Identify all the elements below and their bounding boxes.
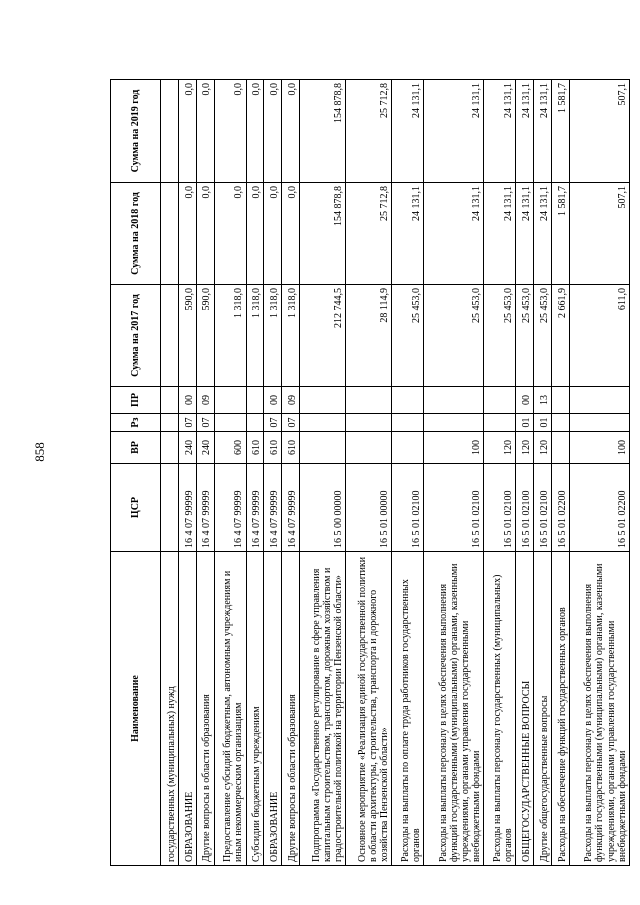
cell-csr	[161, 464, 179, 552]
cell-pr	[246, 387, 264, 414]
cell-sum-2018: 0,0	[264, 183, 282, 285]
cell-sum-2017: 25 453,0	[484, 285, 516, 387]
cell-sum-2018: 1 581,7	[551, 183, 569, 285]
cell-pr	[161, 387, 179, 414]
table-row	[392, 80, 424, 866]
cell-rz	[484, 414, 516, 432]
cell-csr: 16 4 07 99999	[214, 464, 246, 552]
cell-vr	[161, 432, 179, 464]
table-row	[178, 80, 196, 866]
cell-csr: 16 5 01 02100	[516, 464, 534, 552]
cell-sum-2018	[161, 183, 179, 285]
cell-csr: 16 4 07 99999	[282, 464, 300, 552]
cell-rz	[392, 414, 424, 432]
cell-sum-2019: 0,0	[214, 80, 246, 183]
table-row	[534, 80, 552, 866]
cell-rz	[161, 414, 179, 432]
cell-sum-2018: 0,0	[246, 183, 264, 285]
cell-csr: 16 4 07 99999	[246, 464, 264, 552]
cell-sum-2019: 24 131,1	[516, 80, 534, 183]
cell-sum-2017: 1 318,0	[246, 285, 264, 387]
cell-sum-2018: 0,0	[282, 183, 300, 285]
header-csr: ЦСР	[111, 464, 161, 552]
cell-sum-2017: 25 453,0	[392, 285, 424, 387]
cell-rz	[246, 414, 264, 432]
cell-pr	[424, 387, 484, 414]
cell-vr: 120	[516, 432, 534, 464]
cell-rz: 07	[196, 414, 214, 432]
cell-sum-2019: 0,0	[246, 80, 264, 183]
cell-sum-2017: 590,0	[178, 285, 196, 387]
cell-sum-2018: 0,0	[214, 183, 246, 285]
cell-rz: 01	[516, 414, 534, 432]
table-row	[569, 80, 629, 866]
table-row	[161, 80, 179, 866]
cell-vr: 610	[246, 432, 264, 464]
cell-vr: 100	[569, 432, 629, 464]
cell-sum-2017: 25 453,0	[534, 285, 552, 387]
cell-sum-2018: 24 131,1	[516, 183, 534, 285]
cell-sum-2018: 154 878,8	[300, 183, 346, 285]
header-pr: ПР	[111, 387, 161, 414]
cell-name: ОБЩЕГОСУДАРСТВЕННЫЕ ВОПРОСЫ	[516, 552, 534, 866]
cell-sum-2017: 25 453,0	[516, 285, 534, 387]
header-name: Наименование	[111, 552, 161, 866]
cell-sum-2018: 0,0	[196, 183, 214, 285]
cell-pr	[346, 387, 392, 414]
rotated-table-container	[110, 80, 630, 866]
table-row	[282, 80, 300, 866]
cell-sum-2019: 24 131,1	[484, 80, 516, 183]
table-row	[196, 80, 214, 866]
cell-rz	[569, 414, 629, 432]
budget-table	[110, 79, 630, 866]
cell-sum-2018: 24 131,1	[392, 183, 424, 285]
cell-sum-2017: 611,0	[569, 285, 629, 387]
cell-csr: 16 4 07 99999	[264, 464, 282, 552]
cell-sum-2017: 590,0	[196, 285, 214, 387]
cell-sum-2019: 0,0	[282, 80, 300, 183]
table-row	[346, 80, 392, 866]
cell-sum-2019: 1 581,7	[551, 80, 569, 183]
cell-sum-2017: 212 744,5	[300, 285, 346, 387]
cell-pr: 13	[534, 387, 552, 414]
cell-vr: 240	[196, 432, 214, 464]
cell-pr: 09	[282, 387, 300, 414]
cell-csr: 16 5 00 00000	[300, 464, 346, 552]
cell-name: ОБРАЗОВАНИЕ	[264, 552, 282, 866]
cell-name: Расходы на выплаты по оплате труда работников государственных органов	[392, 552, 424, 866]
cell-sum-2017: 28 114,9	[346, 285, 392, 387]
cell-csr: 16 4 07 99999	[178, 464, 196, 552]
cell-pr: 00	[516, 387, 534, 414]
cell-sum-2017: 1 318,0	[282, 285, 300, 387]
cell-sum-2017: 1 318,0	[214, 285, 246, 387]
cell-sum-2019: 0,0	[196, 80, 214, 183]
cell-csr: 16 5 01 02100	[534, 464, 552, 552]
cell-sum-2017: 2 661,9	[551, 285, 569, 387]
cell-rz	[300, 414, 346, 432]
cell-name: Предоставление субсидий бюджетным, автономным учреждениям и иным некоммерческим организациям	[214, 552, 246, 866]
cell-vr: 120	[484, 432, 516, 464]
table-row	[300, 80, 346, 866]
cell-sum-2019: 24 131,1	[392, 80, 424, 183]
table-row	[551, 80, 569, 866]
cell-rz	[214, 414, 246, 432]
cell-pr: 00	[264, 387, 282, 414]
cell-sum-2018: 24 131,1	[484, 183, 516, 285]
cell-csr: 16 5 01 02100	[392, 464, 424, 552]
cell-pr	[300, 387, 346, 414]
header-sum-2019: Сумма на 2019 год	[111, 80, 161, 183]
cell-sum-2018: 0,0	[178, 183, 196, 285]
cell-csr: 16 4 07 99999	[196, 464, 214, 552]
cell-sum-2018: 24 131,1	[424, 183, 484, 285]
cell-csr: 16 5 01 02200	[569, 464, 629, 552]
cell-rz: 01	[534, 414, 552, 432]
cell-sum-2019: 24 131,1	[424, 80, 484, 183]
cell-sum-2019: 507,1	[569, 80, 629, 183]
cell-sum-2019: 0,0	[264, 80, 282, 183]
cell-sum-2019: 0,0	[178, 80, 196, 183]
cell-name: Другие общегосударственные вопросы	[534, 552, 552, 866]
cell-pr	[569, 387, 629, 414]
header-sum-2018: Сумма на 2018 год	[111, 183, 161, 285]
cell-sum-2018: 24 131,1	[534, 183, 552, 285]
cell-name: Субсидии бюджетным учреждениям	[246, 552, 264, 866]
cell-csr: 16 5 01 00000	[346, 464, 392, 552]
cell-rz: 07	[178, 414, 196, 432]
cell-sum-2017	[161, 285, 179, 387]
cell-vr	[551, 432, 569, 464]
cell-sum-2019: 25 712,8	[346, 80, 392, 183]
cell-vr: 120	[534, 432, 552, 464]
cell-pr	[392, 387, 424, 414]
cell-name: Расходы на обеспечение функций государственных органов	[551, 552, 569, 866]
cell-pr	[214, 387, 246, 414]
cell-name: Расходы на выплаты персоналу в целях обеспечения выполнения функций государственными (муниципальными) органами, казенными учреждениями, органами управления государственными внебюджетными фондами	[569, 552, 629, 866]
cell-sum-2019: 154 878,8	[300, 80, 346, 183]
cell-name: государственных (муниципальных) нужд	[161, 552, 179, 866]
cell-vr: 610	[282, 432, 300, 464]
cell-name: Другие вопросы в области образования	[282, 552, 300, 866]
cell-name: Основное мероприятие «Реализация единой государственной политики в области архитектуры, строительства, транспорта и дорожного хозяйства Пензенской области»	[346, 552, 392, 866]
cell-rz	[346, 414, 392, 432]
cell-vr	[300, 432, 346, 464]
cell-csr: 16 5 01 02100	[424, 464, 484, 552]
cell-sum-2017: 1 318,0	[264, 285, 282, 387]
table-row	[516, 80, 534, 866]
cell-csr: 16 5 01 02200	[551, 464, 569, 552]
table-row	[424, 80, 484, 866]
cell-rz	[424, 414, 484, 432]
cell-name: Подпрограмма «Государственное регулирование в сфере управления капитальным строительством, транспортом, дорожным хозяйством и градостроительной политикой на территории Пензенской области»	[300, 552, 346, 866]
cell-pr: 09	[196, 387, 214, 414]
cell-rz: 07	[264, 414, 282, 432]
table-row	[214, 80, 246, 866]
cell-name: Расходы на выплаты персоналу государственных (муниципальных) органов	[484, 552, 516, 866]
table-header-row	[111, 80, 161, 866]
cell-vr	[392, 432, 424, 464]
table-row	[264, 80, 282, 866]
cell-vr: 100	[424, 432, 484, 464]
cell-name: Другие вопросы в области образования	[196, 552, 214, 866]
cell-vr: 600	[214, 432, 246, 464]
cell-rz	[551, 414, 569, 432]
table-row	[484, 80, 516, 866]
cell-sum-2017: 25 453,0	[424, 285, 484, 387]
cell-vr: 240	[178, 432, 196, 464]
cell-sum-2018: 507,1	[569, 183, 629, 285]
cell-sum-2019	[161, 80, 179, 183]
cell-csr: 16 5 01 02100	[484, 464, 516, 552]
cell-pr	[484, 387, 516, 414]
cell-vr: 610	[264, 432, 282, 464]
cell-sum-2018: 25 712,8	[346, 183, 392, 285]
cell-sum-2019: 24 131,1	[534, 80, 552, 183]
cell-name: Расходы на выплаты персоналу в целях обеспечения выполнения функций государственными (муниципальными) органами, казенными учреждениями, органами управления государственными внебюджетными фондами	[424, 552, 484, 866]
cell-vr	[346, 432, 392, 464]
cell-pr	[551, 387, 569, 414]
cell-pr: 00	[178, 387, 196, 414]
header-rz: Рз	[111, 414, 161, 432]
cell-name: ОБРАЗОВАНИЕ	[178, 552, 196, 866]
page-number: 858	[32, 442, 47, 462]
header-vr: ВР	[111, 432, 161, 464]
cell-rz: 07	[282, 414, 300, 432]
table-row	[246, 80, 264, 866]
header-sum-2017: Сумма на 2017 год	[111, 285, 161, 387]
